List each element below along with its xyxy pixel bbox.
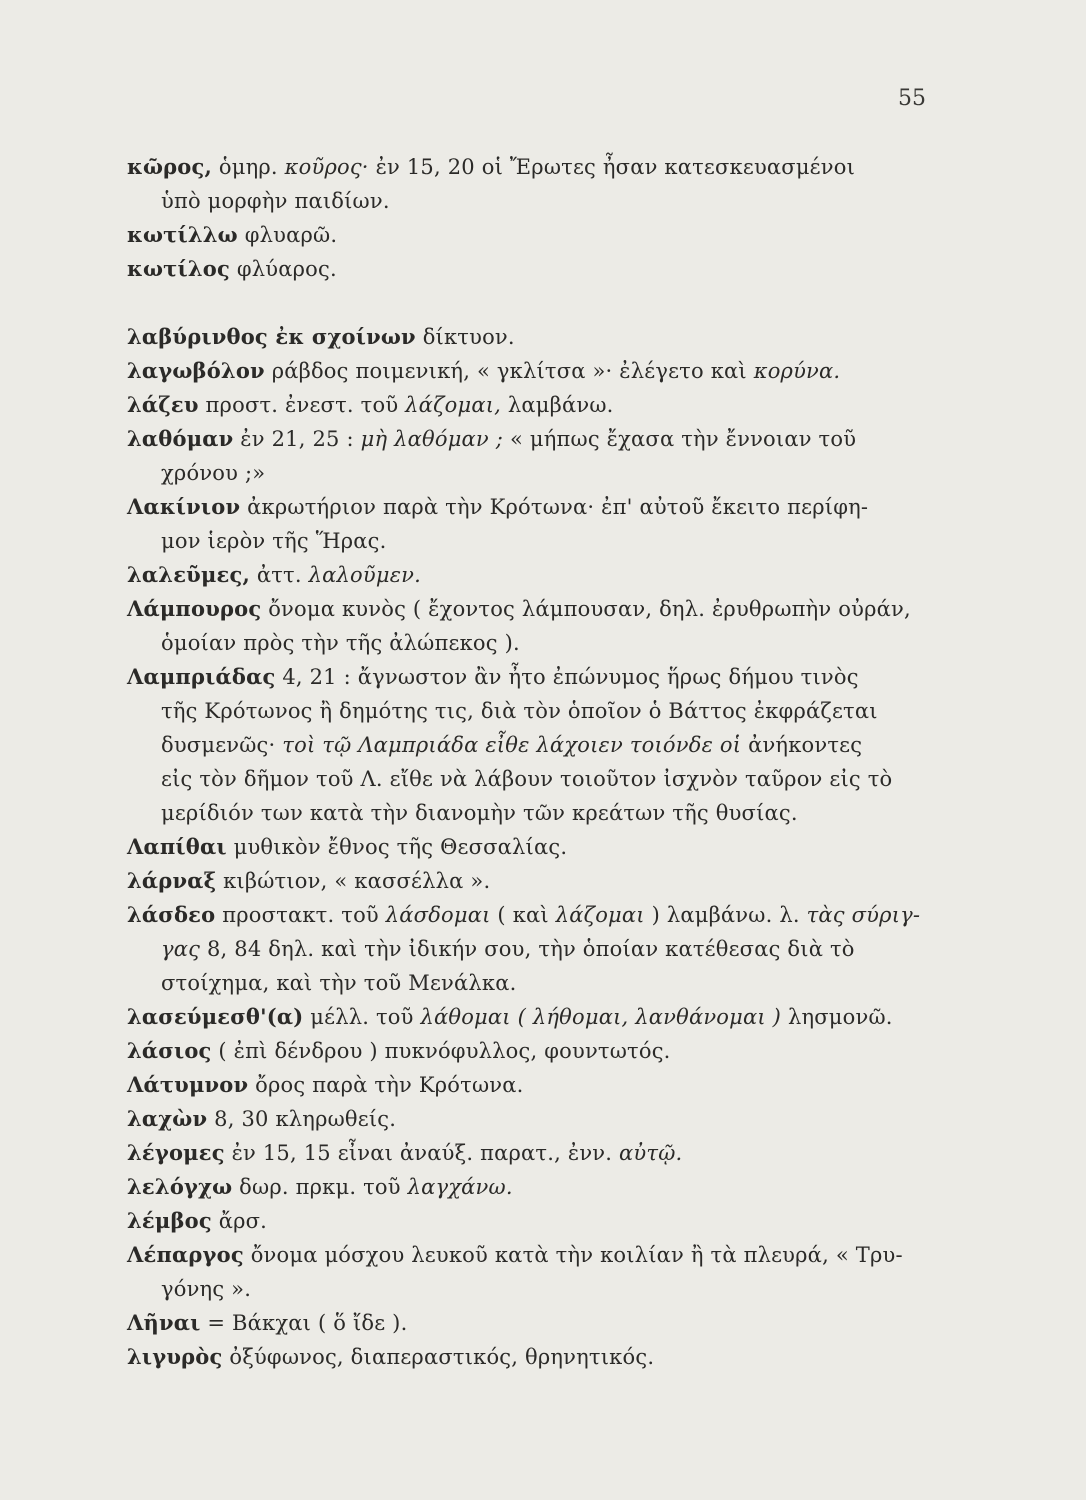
entry-text: χρόνου ;»: [161, 461, 266, 485]
entry-line: [127, 354, 947, 388]
glossary-entry: [127, 1000, 947, 1034]
entry-headword: Λάμπουρος: [127, 596, 262, 621]
entry-text-italic: λάθομαι ( λήθομαι, λανθάνομαι ): [420, 1005, 782, 1029]
entry-headword: λάρναξ: [127, 868, 217, 893]
glossary-entry: [127, 1034, 947, 1068]
entry-text: τῆς Κρότωνος ἢ δημότης τις, διὰ τὸν ὁποῖον ὁ Βάττος ἐκφράζεται: [161, 699, 878, 723]
entry-text-italic: λαλοῦμεν.: [308, 563, 422, 587]
entry-headword: λέμβος: [127, 1208, 212, 1233]
entry-text-italic: γας: [161, 937, 201, 961]
entry-line: [127, 150, 947, 184]
entry-text: « μήπως ἔχασα τὴν ἔννοιαν τοῦ: [503, 427, 857, 451]
entry-line: [127, 1204, 947, 1238]
entry-line: [127, 1034, 947, 1068]
entry-line: [127, 864, 947, 898]
entry-continuation-line: [127, 456, 947, 490]
glossary-entry: [127, 1306, 947, 1340]
entry-text: μερίδιόν των κατὰ τὴν διανομὴν τῶν κρεάτων τῆς θυσίας.: [161, 801, 798, 825]
entry-text: λησμονῶ.: [781, 1005, 893, 1029]
entry-line: [127, 1000, 947, 1034]
entry-text: κιβώτιον, « κασσέλλα ».: [216, 869, 491, 893]
entry-headword: Λάτυμνον: [127, 1072, 249, 1097]
entry-headword: λασεύμεσθ'(α): [127, 1004, 304, 1029]
entry-text-italic: τοὶ τῷ Λαμπριάδα εἶθε λάχοιεν τοιόνδε οἱ: [282, 733, 742, 757]
entry-line: [127, 830, 947, 864]
entry-text: μον ἱερὸν τῆς Ἥρας.: [161, 529, 387, 553]
glossary-entry: [127, 1238, 947, 1306]
entry-text: φλύαρος.: [229, 257, 337, 281]
entry-text: ὁμοίαν πρὸς τὴν τῆς ἀλώπεκος ).: [161, 631, 520, 655]
entry-headword: λέγομες: [127, 1140, 225, 1165]
entry-text-italic: τὰς σύριγ-: [806, 903, 921, 927]
entry-text: δυσμενῶς·: [161, 733, 283, 757]
entry-text: ἐν 21, 25 :: [233, 427, 361, 451]
entry-text: μυθικὸν ἔθνος τῆς Θεσσαλίας.: [226, 835, 568, 859]
glossary-entry: [127, 864, 947, 898]
entry-text: ἄρσ.: [211, 1209, 268, 1233]
entry-text-italic: λάζομαι: [555, 903, 645, 927]
entry-text: 8, 84 δηλ. καὶ τὴν ἰδικήν σου, τὴν ὁποίαν κατέθεσας διὰ τὸ: [200, 937, 855, 961]
entry-headword: Λακίνιον: [127, 494, 241, 519]
glossary-entry: [127, 1204, 947, 1238]
entry-continuation-line: [127, 694, 947, 728]
entry-line: [127, 1170, 947, 1204]
entry-text: στοίχημα, καὶ τὴν τοῦ Μενάλκα.: [161, 971, 517, 995]
entry-text: ὑπὸ μορφὴν παιδίων.: [161, 189, 390, 213]
entry-text: ἀνήκοντες: [741, 733, 863, 757]
entry-text: ὄρος παρὰ τὴν Κρότωνα.: [248, 1073, 524, 1097]
entry-line: [127, 422, 947, 456]
entry-line: [127, 1340, 947, 1374]
entry-headword: Λαμπριάδας: [127, 664, 276, 689]
entry-text: ἀκρωτήριον παρὰ τὴν Κρότωνα· ἐπ' αὐτοῦ ἔκειτο περίφη-: [240, 495, 869, 519]
entry-text: ἐν 15, 15 εἶναι ἀναύξ. παρατ., ἐνν.: [224, 1141, 620, 1165]
entry-text: ὁμηρ.: [212, 155, 285, 179]
entry-text: ) λαμβάνω. λ.: [644, 903, 807, 927]
entry-text-italic: κορύνα.: [753, 359, 841, 383]
entry-line: [127, 592, 947, 626]
entry-continuation-line: [127, 932, 947, 966]
entry-continuation-line: [127, 626, 947, 660]
entry-line: [127, 898, 947, 932]
entry-continuation-line: [127, 524, 947, 558]
entry-text: γόνης ».: [161, 1277, 252, 1301]
entry-line: [127, 1306, 947, 1340]
glossary-entry: [127, 490, 947, 558]
entry-line: [127, 320, 947, 354]
entry-line: [127, 218, 947, 252]
entry-headword: Λῆναι: [127, 1310, 201, 1335]
entry-line: [127, 1102, 947, 1136]
entry-text: ὀξύφωνος, διαπεραστικός, θρηνητικός.: [222, 1345, 655, 1369]
entry-continuation-line: [127, 184, 947, 218]
entry-headword: λάζευ: [127, 392, 199, 417]
glossary-entry: [127, 830, 947, 864]
entry-text: 8, 30 κληρωθείς.: [207, 1107, 397, 1131]
entry-text: δωρ. πρκμ. τοῦ: [232, 1175, 408, 1199]
entry-text-italic: αὐτῷ.: [619, 1141, 683, 1165]
glossary-entry: [127, 1136, 947, 1170]
entry-text-italic: λάζομαι,: [405, 393, 502, 417]
entry-headword: κωτίλος: [127, 256, 230, 281]
entry-headword: Λαπίθαι: [127, 834, 227, 859]
entry-headword: λαθόμαν: [127, 426, 234, 451]
entry-text: εἰς τὸν δῆμον τοῦ Λ. εἴθε νὰ λάβουν τοιοῦτον ἰσχνὸν ταῦρον εἰς τὸ: [161, 767, 893, 791]
entry-headword: λιγυρὸς: [127, 1344, 223, 1369]
entry-text: μέλλ. τοῦ: [303, 1005, 421, 1029]
entry-continuation-line: [127, 796, 947, 830]
glossary-entry: [127, 660, 947, 830]
entry-text: = Βάκχαι ( ὅ ἴδε ).: [200, 1311, 408, 1335]
glossary-entry: [127, 150, 947, 218]
entry-text-italic: λαγχάνω.: [407, 1175, 513, 1199]
entry-line: [127, 558, 947, 592]
entry-text: 4, 21 : ἄγνωστον ἂν ἦτο ἐπώνυμος ἥρως δήμου τινὸς: [275, 665, 859, 689]
glossary-entry: [127, 898, 947, 1000]
page-number: 55: [898, 86, 926, 111]
entry-headword: λάσδεο: [127, 902, 216, 927]
entry-line: [127, 660, 947, 694]
entry-text: φλυαρῶ.: [237, 223, 338, 247]
entry-headword: κῶρος,: [127, 154, 213, 179]
glossary-entry: [127, 1102, 947, 1136]
entry-continuation-line: [127, 966, 947, 1000]
entry-text: ράβδος ποιμενική, « γκλίτσα »· ἐλέγετο καὶ: [264, 359, 754, 383]
glossary-entry: [127, 388, 947, 422]
glossary-entry: [127, 592, 947, 660]
entry-text: ( καὶ: [490, 903, 556, 927]
entry-line: [127, 252, 947, 286]
entry-text-italic: μὴ λαθόμαν ;: [360, 427, 504, 451]
entry-continuation-line: [127, 1272, 947, 1306]
entry-headword: λαγωβόλον: [127, 358, 265, 383]
glossary-entry: [127, 422, 947, 490]
entry-headword: λάσιος: [127, 1038, 212, 1063]
entry-continuation-line: [127, 762, 947, 796]
entry-text-italic: λάσδομαι: [385, 903, 491, 927]
glossary-entry: [127, 218, 947, 252]
entry-line: [127, 1136, 947, 1170]
entry-text-italic: κοῦρος·: [284, 155, 369, 179]
glossary-entry: [127, 1170, 947, 1204]
entry-headword: Λέπαργος: [127, 1242, 244, 1267]
entry-text: δίκτυον.: [415, 325, 515, 349]
entry-text: ὄνομα κυνὸς ( ἔχοντος λάμπουσαν, δηλ. ἐρυθρωπὴν οὐράν,: [261, 597, 911, 621]
entry-text: λαμβάνω.: [501, 393, 614, 417]
entry-headword: λαβύρινθος ἐκ σχοίνων: [127, 324, 416, 349]
entry-text: ( ἐπὶ δένδρου ) πυκνόφυλλος, φουντωτός.: [211, 1039, 671, 1063]
glossary-entry: [127, 558, 947, 592]
glossary-entry: [127, 354, 947, 388]
glossary-entry: [127, 1340, 947, 1374]
glossary-entry: [127, 1068, 947, 1102]
entry-text: προστακτ. τοῦ: [215, 903, 386, 927]
entry-headword: κωτίλλω: [127, 222, 238, 247]
glossary-entry: [127, 320, 947, 354]
entry-line: [127, 1238, 947, 1272]
entry-line: [127, 388, 947, 422]
entry-headword: λαχὼν: [127, 1106, 208, 1131]
entry-text: ἐν 15, 20 οἱ Ἔρωτες ἦσαν κατεσκευασμένοι: [368, 155, 856, 179]
entry-line: [127, 490, 947, 524]
entry-continuation-line: [127, 728, 947, 762]
entry-text: προστ. ἐνεστ. τοῦ: [198, 393, 406, 417]
glossary-entry: [127, 252, 947, 286]
entry-line: [127, 1068, 947, 1102]
entry-headword: λελόγχω: [127, 1174, 233, 1199]
entry-headword: λαλεῦμες,: [127, 562, 250, 587]
entry-text: ἀττ.: [249, 563, 309, 587]
entry-text: ὄνομα μόσχου λευκοῦ κατὰ τὴν κοιλίαν ἢ τὰ πλευρά, « Τρυ-: [243, 1243, 903, 1267]
